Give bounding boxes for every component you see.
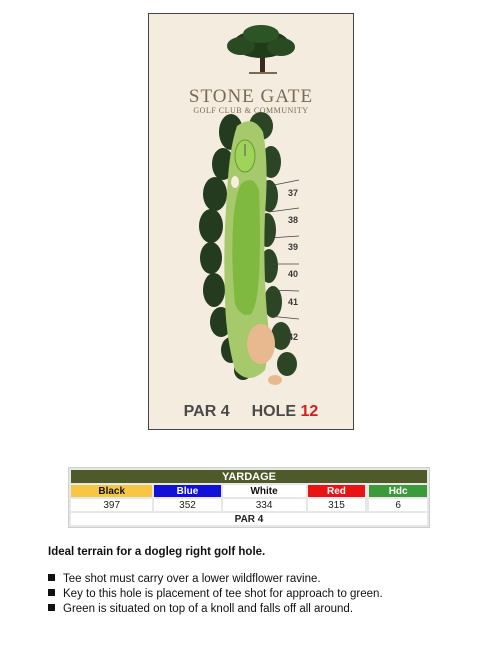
- handicap-value: 6: [369, 499, 427, 511]
- yardage-black: 397: [71, 499, 152, 511]
- par-label: PAR 4: [183, 403, 230, 420]
- yardage-red: 315: [308, 499, 366, 511]
- tee-header-red: Red: [308, 485, 366, 497]
- yard-marker: 37: [288, 188, 299, 198]
- hole-notes-list: [48, 572, 383, 617]
- hole-number: 12: [300, 403, 319, 420]
- par-hole-label: [149, 403, 353, 421]
- yardage-blue: 352: [154, 499, 220, 511]
- club-subtitle: GOLF CLUB & COMMUNITY: [193, 106, 309, 115]
- yard-marker: 41: [288, 297, 299, 307]
- hole-label: HOLE: [251, 403, 297, 420]
- bunker: [231, 176, 239, 188]
- yardage-table: [68, 467, 430, 528]
- tee-header-black: Black: [71, 485, 152, 497]
- yardage-white: 334: [223, 499, 306, 511]
- note-text: Tee shot must carry over a lower wildflower ravine.: [63, 573, 321, 585]
- bullet-icon: [48, 574, 55, 581]
- tee-header-blue: Blue: [154, 485, 220, 497]
- ravine: [247, 324, 275, 364]
- bullet-icon: [48, 589, 55, 596]
- yard-marker: 39: [288, 242, 299, 252]
- note-text: Key to this hole is placement of tee shot for approach to green.: [63, 588, 383, 600]
- list-item: [48, 587, 383, 602]
- par-row: PAR 4: [71, 513, 427, 525]
- hole-map: [149, 14, 354, 430]
- bullet-icon: [48, 604, 55, 611]
- list-item: [48, 572, 383, 587]
- hole-card: [148, 13, 354, 430]
- yardage-title: YARDAGE: [71, 470, 427, 483]
- tree-logo-icon: [227, 25, 295, 74]
- tee-header-hdc: Hdc: [369, 485, 427, 497]
- hole-description-title: Ideal terrain for a dogleg right golf hole.: [48, 546, 266, 558]
- club-name: STONE GATE: [188, 86, 314, 107]
- yard-marker: 40: [288, 269, 299, 279]
- tee-header-white: White: [223, 485, 306, 497]
- list-item: [48, 602, 383, 617]
- yard-marker: 42: [288, 332, 299, 342]
- yard-marker: 38: [288, 215, 299, 225]
- note-text: Green is situated on top of a knoll and falls off all around.: [63, 603, 354, 615]
